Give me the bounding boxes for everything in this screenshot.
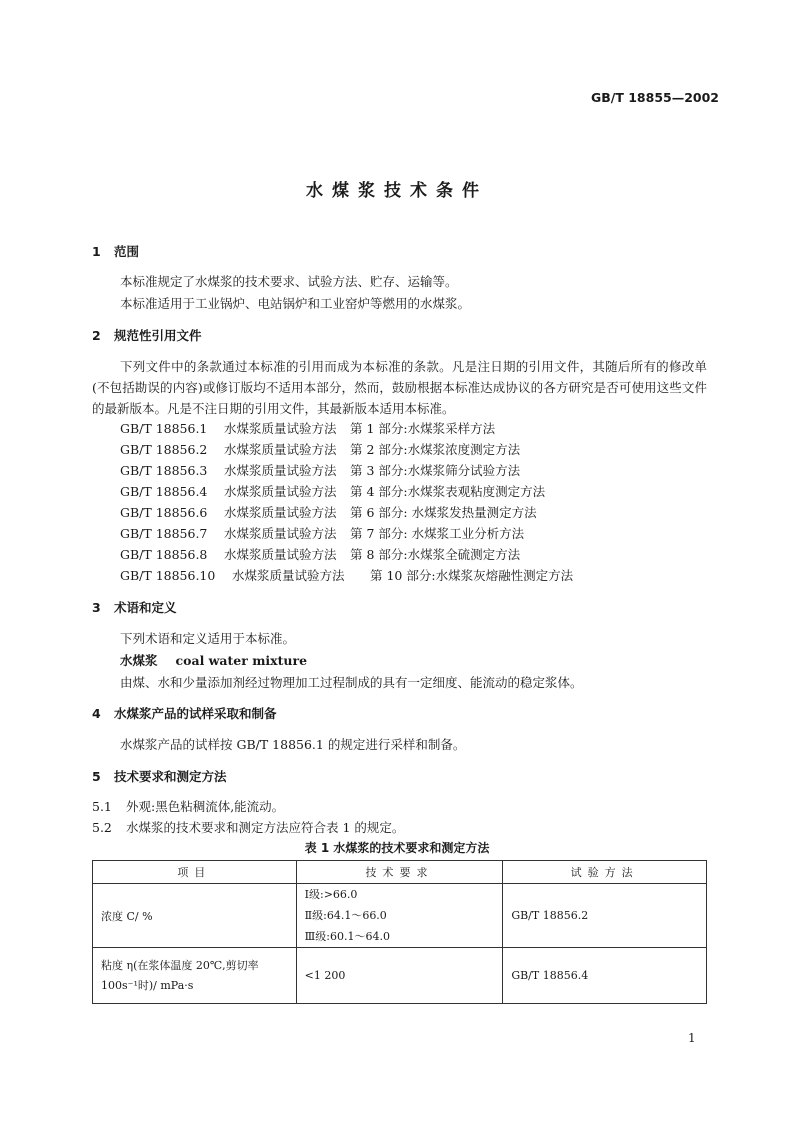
paragraph: 下列术语和定义适用于本标准。: [120, 631, 296, 646]
table-cell-method: GB/T 18856.2: [503, 884, 707, 948]
reference-item: GB/T 18856.7 水煤浆质量试验方法 第 7 部分: 水煤浆工业分析方法: [120, 526, 525, 541]
column-header: 技术要求: [296, 861, 503, 884]
reference-item: GB/T 18856.3 水煤浆质量试验方法 第 3 部分:水煤浆筛分试验方法: [120, 463, 521, 478]
section-1-heading: [92, 242, 139, 260]
page-title: 水煤浆技术条件: [306, 181, 488, 201]
grade-line: Ⅱ级:64.1～66.0: [304, 909, 387, 922]
table-cell-requirement: <1 200: [296, 948, 503, 1004]
section-5-heading: [92, 767, 227, 785]
table-row: [93, 948, 707, 1004]
paragraph: 水煤浆产品的试样按 GB/T 18856.1 的规定进行采样和制备。: [120, 737, 466, 752]
reference-item: GB/T 18856.2 水煤浆质量试验方法 第 2 部分:水煤浆浓度测定方法: [120, 442, 521, 457]
section-4-heading: [92, 704, 277, 722]
section-2-heading: [92, 326, 202, 344]
column-header: 项目: [93, 861, 297, 884]
page-number: 1: [688, 1031, 696, 1045]
section-number: 4: [92, 706, 101, 721]
clause-5-1: [92, 797, 284, 815]
spec-table: [92, 860, 707, 1004]
section-title: 术语和定义: [114, 600, 177, 615]
reference-item: GB/T 18856.10 水煤浆质量试验方法 第 10 部分:水煤浆灰熔融性测定方法: [120, 568, 574, 583]
section-title: 水煤浆产品的试样采取和制备: [114, 706, 277, 721]
section-title: 技术要求和测定方法: [114, 769, 227, 784]
clause-5-2: [92, 818, 404, 836]
section-title: 范围: [114, 244, 140, 259]
table-cell-requirement: [296, 884, 503, 948]
section-number: 3: [92, 600, 101, 615]
section-number: 1: [92, 244, 101, 259]
paragraph: 下列文件中的条款通过本标准的引用而成为本标准的条款。凡是注日期的引用文件，其随后所有的修改单(不包括勘误的内容)或修订版均不适用本部分，然而，鼓励根据本标准达成协议的各方研究是否可使用这些文件的最新版本。凡是不注日期的引用文件，其最新版本适用本标准。: [92, 359, 707, 416]
paragraph: 本标准规定了水煤浆的技术要求、试验方法、贮存、运输等。: [120, 274, 458, 289]
reference-item: GB/T 18856.8 水煤浆质量试验方法 第 8 部分:水煤浆全硫测定方法: [120, 547, 521, 562]
clause-text: 外观:黑色粘稠流体,能流动。: [126, 799, 285, 814]
section-number: 5: [92, 769, 101, 784]
section-3-heading: [92, 598, 177, 616]
term-definition: 由煤、水和少量添加剂经过物理加工过程制成的具有一定细度、能流动的稳定浆体。: [120, 675, 583, 690]
column-header: 试验方法: [503, 861, 707, 884]
standard-code: GB/T 18855—2002: [591, 90, 720, 105]
grade-line: Ⅰ级:>66.0: [304, 888, 358, 901]
table-header-row: [93, 861, 707, 884]
term-entry: [120, 651, 307, 669]
table-cell-method: GB/T 18856.4: [503, 948, 707, 1004]
paragraph: 本标准适用于工业锅炉、电站锅炉和工业窑炉等燃用的水煤浆。: [120, 296, 471, 311]
section-title: 规范性引用文件: [114, 328, 202, 343]
table-cell-item: 浓度 C/ %: [93, 884, 297, 948]
clause-text: 水煤浆的技术要求和测定方法应符合表 1 的规定。: [126, 820, 405, 835]
term-english: coal water mixture: [175, 653, 308, 668]
table-row: [93, 884, 707, 948]
reference-item: GB/T 18856.6 水煤浆质量试验方法 第 6 部分: 水煤浆发热量测定方法: [120, 505, 537, 520]
clause-number: 5.1: [92, 799, 112, 814]
clause-number: 5.2: [92, 820, 112, 835]
reference-item: GB/T 18856.4 水煤浆质量试验方法 第 4 部分:水煤浆表观粘度测定方法: [120, 484, 546, 499]
table-cell-item: 粘度 η(在浆体温度 20℃,剪切率 100s⁻¹时)/ mPa·s: [93, 948, 297, 1004]
grade-line: Ⅲ级:60.1～64.0: [304, 930, 390, 943]
table-caption: 表 1 水煤浆的技术要求和测定方法: [304, 841, 490, 855]
section-number: 2: [92, 328, 101, 343]
reference-item: GB/T 18856.1 水煤浆质量试验方法 第 1 部分:水煤浆采样方法: [120, 421, 496, 436]
term-chinese: 水煤浆: [120, 653, 158, 668]
